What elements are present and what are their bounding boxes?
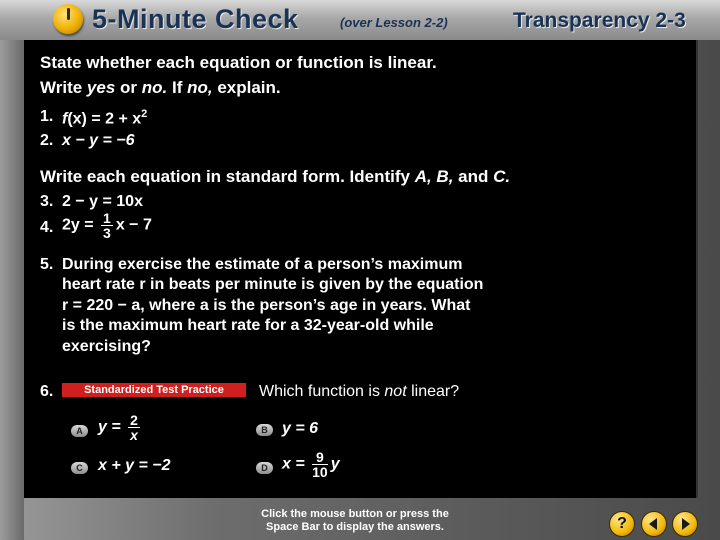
fraction-one-third: $\frac{1}{3}$ [103,210,111,241]
question-6-number: 6. [40,383,54,400]
slide-title: 5-Minute Check [92,4,299,34]
instruction-heading-1: State whether each equation or function is linear. [40,53,437,72]
question-1-text: $f(x) = 2 + x^2$ [62,108,148,128]
transparency-label: Transparency 2-3 [513,9,686,32]
option-b-text[interactable]: y = 6 [282,420,319,437]
question-6-text: Which function is not linear? [259,383,460,400]
option-c-marker[interactable]: C [71,462,88,474]
next-button[interactable] [672,511,698,537]
question-4-text: 2y = $\frac{1}{3}$ x − 7 [62,210,152,241]
instruction-heading-2: Write each equation in standard form. Identify A, B, and C. [40,167,511,186]
question-4-number: 4. [40,219,54,236]
left-border [0,40,24,540]
option-c-text[interactable]: x + y = −2 [98,457,171,474]
footer-instructions [250,508,460,534]
question-5-line-3: r = 220 − a, where a is the person’s age in years. What [62,297,471,314]
question-3-number: 3. [40,193,54,210]
question-2-number: 2. [40,132,54,149]
triangle-left-icon [642,512,666,536]
question-2-text: x − y = −6 [62,132,135,149]
option-d-text[interactable]: x = $\frac{9}{10}$ y [282,449,340,480]
question-5-line-5: exercising? [62,338,151,355]
previous-button[interactable] [641,511,667,537]
triangle-right-icon [673,512,697,536]
question-5-number: 5. [40,256,54,273]
standardized-test-badge: Standardized Test Practice [62,383,246,397]
question-5-line-1: During exercise the estimate of a person’s maximum [62,256,463,273]
question-3-text: 2 − y = 10x [62,193,143,210]
clock-icon [53,4,83,34]
question-5-line-4: is the maximum heart rate for a 32-year-old while [62,317,434,334]
instruction-heading-1b: Write yes or no. If no, explain. [40,78,281,97]
option-d-marker[interactable]: D [256,462,273,474]
option-b-marker[interactable]: B [256,424,273,436]
footer-line-1: Click the mouse button or press the [261,508,449,520]
option-a-text[interactable]: y = $\frac{2}{x}$ [98,412,138,443]
option-a-marker[interactable]: A [71,425,88,437]
lesson-subtitle: (over Lesson 2-2) [340,15,448,30]
help-button[interactable]: ? [609,511,635,537]
question-5-line-2: heart rate r in beats per minute is given by the equation [62,276,484,293]
footer-line-2: Space Bar to display the answers. [266,521,444,533]
question-1-number: 1. [40,108,54,125]
